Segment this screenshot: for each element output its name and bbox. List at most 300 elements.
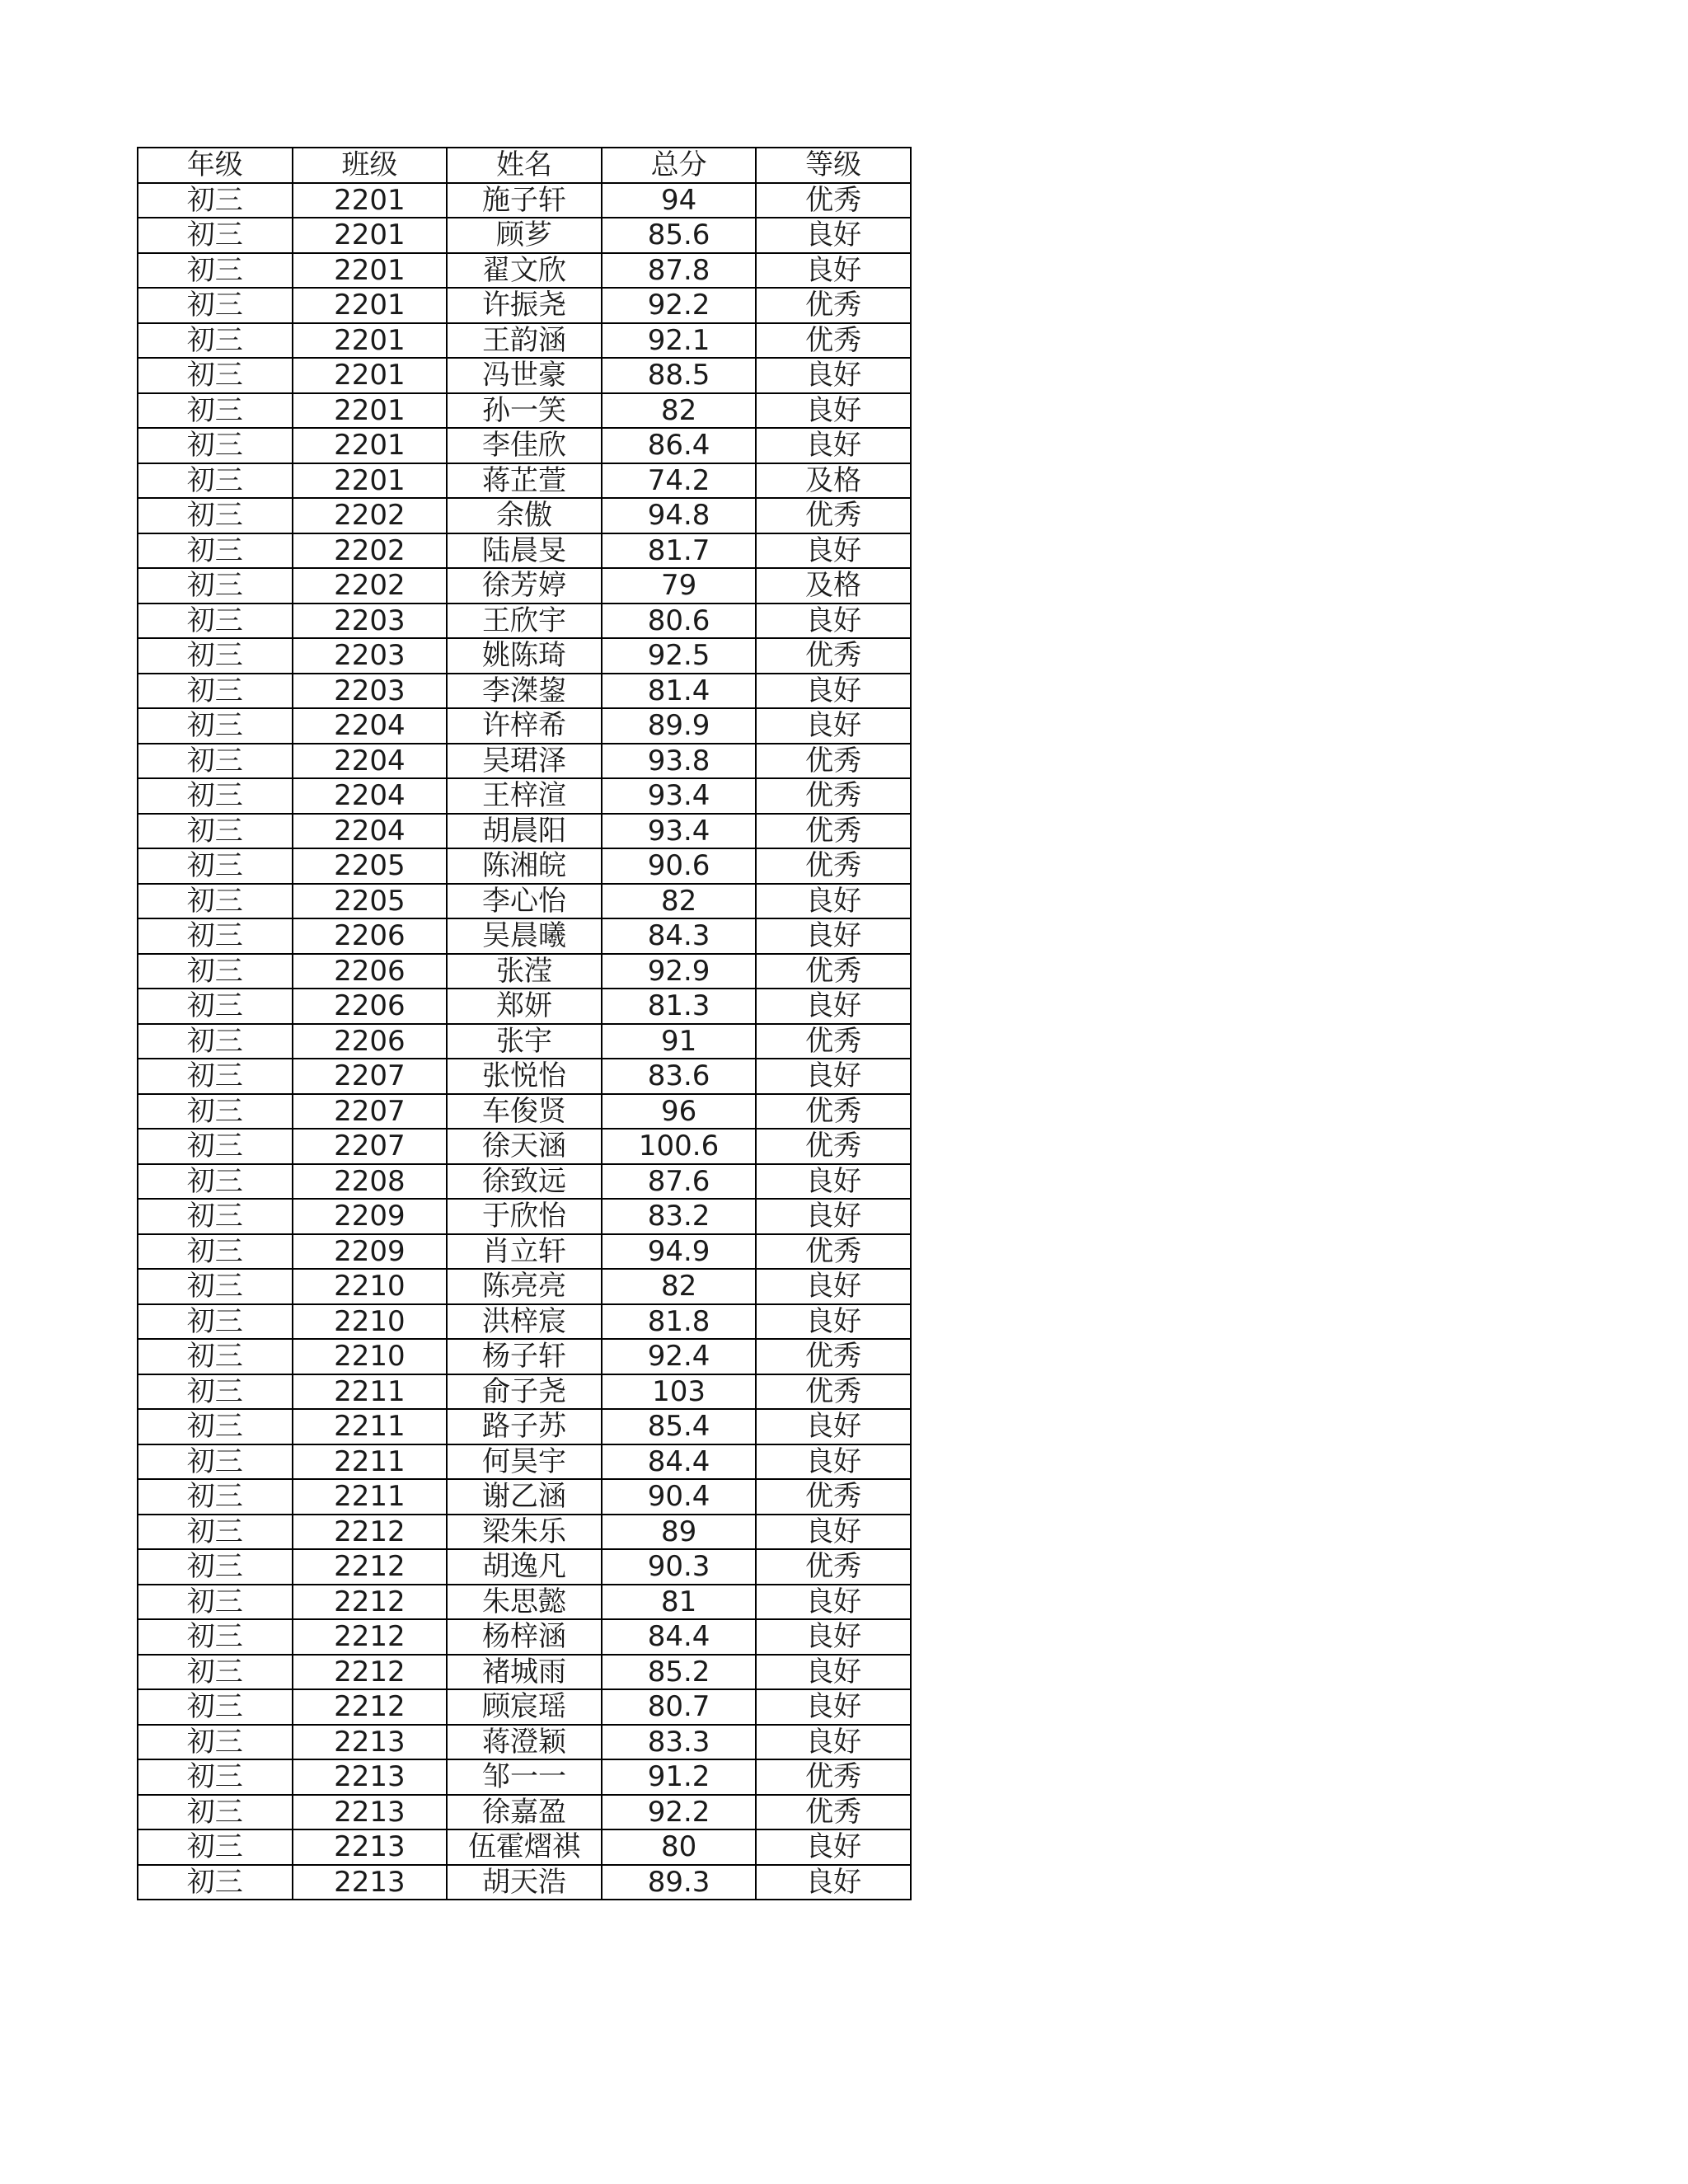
cell-name: 邹一一 xyxy=(447,1759,602,1795)
cell-name: 徐芳婷 xyxy=(447,568,602,604)
cell-grade: 初三 xyxy=(138,1619,293,1655)
cell-class: 2207 xyxy=(293,1129,448,1164)
cell-level: 良好 xyxy=(756,1304,911,1340)
cell-name: 徐致远 xyxy=(447,1164,602,1200)
cell-total-score: 80 xyxy=(602,1829,757,1865)
cell-name: 施子轩 xyxy=(447,183,602,218)
table-row xyxy=(138,498,911,533)
cell-total-score: 91.2 xyxy=(602,1759,757,1795)
cell-name: 郑妍 xyxy=(447,989,602,1024)
cell-grade: 初三 xyxy=(138,533,293,569)
cell-class: 2204 xyxy=(293,744,448,779)
table-row xyxy=(138,393,911,429)
cell-name: 李佳欣 xyxy=(447,428,602,463)
table-row xyxy=(138,989,911,1024)
cell-level: 良好 xyxy=(756,1059,911,1094)
cell-level: 良好 xyxy=(756,1515,911,1550)
cell-class: 2208 xyxy=(293,1164,448,1200)
cell-total-score: 87.6 xyxy=(602,1164,757,1200)
cell-name: 李心怡 xyxy=(447,884,602,919)
cell-name: 陈湘皖 xyxy=(447,848,602,884)
cell-level: 良好 xyxy=(756,1164,911,1200)
cell-level: 优秀 xyxy=(756,1234,911,1270)
cell-level: 优秀 xyxy=(756,954,911,989)
table-row xyxy=(138,1619,911,1655)
cell-level: 良好 xyxy=(756,1829,911,1865)
cell-total-score: 91 xyxy=(602,1024,757,1059)
cell-class: 2204 xyxy=(293,778,448,814)
cell-grade: 初三 xyxy=(138,1409,293,1444)
cell-level: 良好 xyxy=(756,884,911,919)
cell-name: 蒋芷萱 xyxy=(447,463,602,499)
cell-total-score: 85.6 xyxy=(602,218,757,253)
table-row xyxy=(138,568,911,604)
table-header-row xyxy=(138,148,911,183)
table-row xyxy=(138,428,911,463)
cell-total-score: 84.4 xyxy=(602,1444,757,1480)
cell-level: 良好 xyxy=(756,1444,911,1480)
cell-total-score: 81.3 xyxy=(602,989,757,1024)
cell-level: 良好 xyxy=(756,708,911,744)
cell-level: 良好 xyxy=(756,1865,911,1900)
cell-total-score: 87.8 xyxy=(602,253,757,289)
table-row xyxy=(138,1164,911,1200)
cell-class: 2201 xyxy=(293,393,448,429)
table-body xyxy=(138,183,911,1900)
cell-class: 2212 xyxy=(293,1549,448,1585)
cell-class: 2201 xyxy=(293,358,448,393)
cell-name: 杨梓涵 xyxy=(447,1619,602,1655)
cell-grade: 初三 xyxy=(138,1129,293,1164)
cell-grade: 初三 xyxy=(138,323,293,359)
cell-name: 吴晨曦 xyxy=(447,918,602,954)
cell-name: 于欣怡 xyxy=(447,1199,602,1234)
header-grade: 年级 xyxy=(138,148,293,183)
cell-name: 孙一笑 xyxy=(447,393,602,429)
table-row xyxy=(138,1059,911,1094)
cell-level: 良好 xyxy=(756,1199,911,1234)
cell-class: 2212 xyxy=(293,1689,448,1725)
table-row xyxy=(138,463,911,499)
cell-level: 优秀 xyxy=(756,814,911,849)
table-row xyxy=(138,1339,911,1374)
cell-total-score: 100.6 xyxy=(602,1129,757,1164)
cell-grade: 初三 xyxy=(138,1795,293,1830)
table-row xyxy=(138,744,911,779)
cell-name: 褚城雨 xyxy=(447,1655,602,1690)
table-row xyxy=(138,1094,911,1130)
cell-class: 2210 xyxy=(293,1269,448,1304)
cell-total-score: 82 xyxy=(602,393,757,429)
cell-total-score: 92.5 xyxy=(602,638,757,674)
cell-grade: 初三 xyxy=(138,1234,293,1270)
cell-total-score: 84.4 xyxy=(602,1619,757,1655)
cell-name: 吴珺泽 xyxy=(447,744,602,779)
cell-total-score: 92.4 xyxy=(602,1339,757,1374)
cell-name: 何昊宇 xyxy=(447,1444,602,1480)
cell-name: 顾宸瑶 xyxy=(447,1689,602,1725)
cell-grade: 初三 xyxy=(138,1444,293,1480)
table-row xyxy=(138,1269,911,1304)
cell-name: 张滢 xyxy=(447,954,602,989)
cell-total-score: 79 xyxy=(602,568,757,604)
cell-level: 良好 xyxy=(756,1585,911,1620)
cell-class: 2213 xyxy=(293,1795,448,1830)
table-row xyxy=(138,1374,911,1410)
cell-level: 良好 xyxy=(756,918,911,954)
cell-grade: 初三 xyxy=(138,744,293,779)
table-row xyxy=(138,1865,911,1900)
cell-class: 2211 xyxy=(293,1479,448,1515)
cell-grade: 初三 xyxy=(138,358,293,393)
cell-grade: 初三 xyxy=(138,884,293,919)
cell-grade: 初三 xyxy=(138,1094,293,1130)
cell-total-score: 82 xyxy=(602,1269,757,1304)
cell-class: 2206 xyxy=(293,1024,448,1059)
cell-total-score: 92.1 xyxy=(602,323,757,359)
cell-class: 2205 xyxy=(293,848,448,884)
cell-level: 优秀 xyxy=(756,848,911,884)
cell-level: 良好 xyxy=(756,1619,911,1655)
cell-grade: 初三 xyxy=(138,918,293,954)
cell-grade: 初三 xyxy=(138,1479,293,1515)
cell-name: 陆晨旻 xyxy=(447,533,602,569)
table-row xyxy=(138,1689,911,1725)
table-row xyxy=(138,358,911,393)
cell-level: 良好 xyxy=(756,218,911,253)
cell-total-score: 96 xyxy=(602,1094,757,1130)
cell-name: 徐嘉盈 xyxy=(447,1795,602,1830)
cell-total-score: 93.8 xyxy=(602,744,757,779)
header-name: 姓名 xyxy=(447,148,602,183)
table-row xyxy=(138,1585,911,1620)
cell-total-score: 83.6 xyxy=(602,1059,757,1094)
cell-grade: 初三 xyxy=(138,1759,293,1795)
cell-total-score: 85.2 xyxy=(602,1655,757,1690)
cell-total-score: 93.4 xyxy=(602,814,757,849)
table-row xyxy=(138,1549,911,1585)
cell-name: 陈亮亮 xyxy=(447,1269,602,1304)
cell-name: 张悦怡 xyxy=(447,1059,602,1094)
cell-grade: 初三 xyxy=(138,393,293,429)
table-row xyxy=(138,674,911,709)
cell-total-score: 93.4 xyxy=(602,778,757,814)
table-row xyxy=(138,1444,911,1480)
cell-level: 优秀 xyxy=(756,1549,911,1585)
cell-total-score: 81.7 xyxy=(602,533,757,569)
cell-grade: 初三 xyxy=(138,1024,293,1059)
cell-grade: 初三 xyxy=(138,253,293,289)
table-row xyxy=(138,884,911,919)
cell-grade: 初三 xyxy=(138,1829,293,1865)
cell-class: 2203 xyxy=(293,604,448,639)
cell-class: 2211 xyxy=(293,1444,448,1480)
cell-class: 2207 xyxy=(293,1094,448,1130)
cell-grade: 初三 xyxy=(138,1374,293,1410)
cell-grade: 初三 xyxy=(138,568,293,604)
cell-class: 2213 xyxy=(293,1725,448,1760)
cell-total-score: 92.2 xyxy=(602,288,757,323)
cell-level: 良好 xyxy=(756,1655,911,1690)
table-row xyxy=(138,918,911,954)
cell-name: 蒋澄颖 xyxy=(447,1725,602,1760)
cell-grade: 初三 xyxy=(138,428,293,463)
cell-total-score: 92.9 xyxy=(602,954,757,989)
cell-name: 王梓渲 xyxy=(447,778,602,814)
cell-class: 2210 xyxy=(293,1339,448,1374)
cell-name: 徐天涵 xyxy=(447,1129,602,1164)
cell-total-score: 89.3 xyxy=(602,1865,757,1900)
cell-class: 2206 xyxy=(293,954,448,989)
cell-total-score: 103 xyxy=(602,1374,757,1410)
cell-grade: 初三 xyxy=(138,814,293,849)
cell-name: 许梓希 xyxy=(447,708,602,744)
cell-class: 2204 xyxy=(293,814,448,849)
cell-class: 2201 xyxy=(293,463,448,499)
cell-total-score: 89.9 xyxy=(602,708,757,744)
cell-level: 优秀 xyxy=(756,1094,911,1130)
cell-level: 良好 xyxy=(756,1409,911,1444)
cell-class: 2210 xyxy=(293,1304,448,1340)
table-row xyxy=(138,1479,911,1515)
cell-grade: 初三 xyxy=(138,638,293,674)
table-row xyxy=(138,1199,911,1234)
cell-class: 2201 xyxy=(293,218,448,253)
cell-grade: 初三 xyxy=(138,1865,293,1900)
cell-level: 良好 xyxy=(756,358,911,393)
table-row xyxy=(138,323,911,359)
cell-total-score: 82 xyxy=(602,884,757,919)
cell-level: 优秀 xyxy=(756,1374,911,1410)
cell-level: 良好 xyxy=(756,393,911,429)
cell-grade: 初三 xyxy=(138,1689,293,1725)
cell-class: 2201 xyxy=(293,253,448,289)
cell-total-score: 74.2 xyxy=(602,463,757,499)
cell-class: 2201 xyxy=(293,323,448,359)
cell-name: 路子苏 xyxy=(447,1409,602,1444)
cell-level: 良好 xyxy=(756,1689,911,1725)
cell-total-score: 94.9 xyxy=(602,1234,757,1270)
table-row xyxy=(138,778,911,814)
cell-class: 2201 xyxy=(293,183,448,218)
cell-name: 洪梓宸 xyxy=(447,1304,602,1340)
cell-class: 2207 xyxy=(293,1059,448,1094)
cell-name: 胡晨阳 xyxy=(447,814,602,849)
cell-name: 俞子尧 xyxy=(447,1374,602,1410)
header-level: 等级 xyxy=(756,148,911,183)
table-row xyxy=(138,183,911,218)
cell-total-score: 81.4 xyxy=(602,674,757,709)
cell-grade: 初三 xyxy=(138,708,293,744)
cell-grade: 初三 xyxy=(138,1269,293,1304)
cell-class: 2213 xyxy=(293,1829,448,1865)
table-row xyxy=(138,533,911,569)
cell-name: 车俊贤 xyxy=(447,1094,602,1130)
cell-level: 优秀 xyxy=(756,1024,911,1059)
cell-grade: 初三 xyxy=(138,778,293,814)
cell-grade: 初三 xyxy=(138,1725,293,1760)
cell-name: 肖立轩 xyxy=(447,1234,602,1270)
cell-name: 姚陈琦 xyxy=(447,638,602,674)
cell-class: 2213 xyxy=(293,1759,448,1795)
cell-name: 王韵涵 xyxy=(447,323,602,359)
cell-level: 优秀 xyxy=(756,1339,911,1374)
table-row xyxy=(138,1409,911,1444)
cell-grade: 初三 xyxy=(138,954,293,989)
cell-level: 优秀 xyxy=(756,183,911,218)
table-row xyxy=(138,288,911,323)
cell-name: 余傲 xyxy=(447,498,602,533)
cell-class: 2202 xyxy=(293,498,448,533)
score-table xyxy=(137,147,912,1900)
cell-grade: 初三 xyxy=(138,1585,293,1620)
cell-name: 谢乙涵 xyxy=(447,1479,602,1515)
cell-class: 2201 xyxy=(293,288,448,323)
cell-total-score: 94 xyxy=(602,183,757,218)
cell-class: 2209 xyxy=(293,1199,448,1234)
cell-total-score: 90.3 xyxy=(602,1549,757,1585)
table-row xyxy=(138,604,911,639)
cell-total-score: 83.2 xyxy=(602,1199,757,1234)
cell-level: 良好 xyxy=(756,1269,911,1304)
table-row xyxy=(138,1515,911,1550)
cell-name: 杨子轩 xyxy=(447,1339,602,1374)
cell-grade: 初三 xyxy=(138,1059,293,1094)
table-row xyxy=(138,954,911,989)
cell-class: 2211 xyxy=(293,1374,448,1410)
cell-grade: 初三 xyxy=(138,848,293,884)
cell-level: 及格 xyxy=(756,463,911,499)
cell-total-score: 90.6 xyxy=(602,848,757,884)
cell-grade: 初三 xyxy=(138,989,293,1024)
table-row xyxy=(138,1759,911,1795)
table-row xyxy=(138,638,911,674)
table-row xyxy=(138,814,911,849)
cell-total-score: 83.3 xyxy=(602,1725,757,1760)
table-row xyxy=(138,1655,911,1690)
cell-class: 2202 xyxy=(293,533,448,569)
cell-total-score: 81 xyxy=(602,1585,757,1620)
table-row xyxy=(138,1234,911,1270)
table-row xyxy=(138,848,911,884)
cell-grade: 初三 xyxy=(138,1655,293,1690)
cell-grade: 初三 xyxy=(138,218,293,253)
header-total-score: 总分 xyxy=(602,148,757,183)
cell-class: 2212 xyxy=(293,1619,448,1655)
cell-name: 胡天浩 xyxy=(447,1865,602,1900)
cell-level: 良好 xyxy=(756,674,911,709)
table-row xyxy=(138,1725,911,1760)
cell-level: 及格 xyxy=(756,568,911,604)
cell-grade: 初三 xyxy=(138,1304,293,1340)
table-row xyxy=(138,253,911,289)
cell-level: 良好 xyxy=(756,989,911,1024)
cell-grade: 初三 xyxy=(138,1164,293,1200)
cell-class: 2204 xyxy=(293,708,448,744)
cell-total-score: 86.4 xyxy=(602,428,757,463)
cell-grade: 初三 xyxy=(138,183,293,218)
cell-total-score: 84.3 xyxy=(602,918,757,954)
cell-class: 2203 xyxy=(293,674,448,709)
table-row xyxy=(138,1829,911,1865)
cell-level: 优秀 xyxy=(756,1479,911,1515)
cell-name: 王欣宇 xyxy=(447,604,602,639)
cell-grade: 初三 xyxy=(138,288,293,323)
cell-grade: 初三 xyxy=(138,674,293,709)
cell-level: 优秀 xyxy=(756,323,911,359)
cell-grade: 初三 xyxy=(138,1549,293,1585)
cell-name: 张宇 xyxy=(447,1024,602,1059)
cell-total-score: 88.5 xyxy=(602,358,757,393)
cell-name: 翟文欣 xyxy=(447,253,602,289)
cell-level: 良好 xyxy=(756,1725,911,1760)
cell-name: 顾芗 xyxy=(447,218,602,253)
cell-name: 胡逸凡 xyxy=(447,1549,602,1585)
cell-grade: 初三 xyxy=(138,498,293,533)
cell-class: 2206 xyxy=(293,989,448,1024)
table-row xyxy=(138,1304,911,1340)
cell-total-score: 90.4 xyxy=(602,1479,757,1515)
cell-name: 梁朱乐 xyxy=(447,1515,602,1550)
cell-grade: 初三 xyxy=(138,1515,293,1550)
cell-class: 2209 xyxy=(293,1234,448,1270)
cell-total-score: 80.7 xyxy=(602,1689,757,1725)
cell-level: 良好 xyxy=(756,533,911,569)
cell-name: 李滐鋆 xyxy=(447,674,602,709)
cell-level: 良好 xyxy=(756,428,911,463)
cell-grade: 初三 xyxy=(138,604,293,639)
cell-level: 优秀 xyxy=(756,498,911,533)
cell-name: 冯世豪 xyxy=(447,358,602,393)
table-row xyxy=(138,1129,911,1164)
cell-class: 2202 xyxy=(293,568,448,604)
cell-level: 良好 xyxy=(756,604,911,639)
cell-class: 2213 xyxy=(293,1865,448,1900)
cell-level: 良好 xyxy=(756,253,911,289)
cell-grade: 初三 xyxy=(138,1199,293,1234)
cell-grade: 初三 xyxy=(138,1339,293,1374)
cell-class: 2203 xyxy=(293,638,448,674)
cell-class: 2212 xyxy=(293,1585,448,1620)
cell-total-score: 89 xyxy=(602,1515,757,1550)
cell-name: 朱思懿 xyxy=(447,1585,602,1620)
cell-class: 2212 xyxy=(293,1655,448,1690)
cell-level: 优秀 xyxy=(756,1795,911,1830)
cell-level: 优秀 xyxy=(756,638,911,674)
cell-grade: 初三 xyxy=(138,463,293,499)
cell-class: 2206 xyxy=(293,918,448,954)
cell-class: 2212 xyxy=(293,1515,448,1550)
cell-name: 伍霍熠祺 xyxy=(447,1829,602,1865)
table-row xyxy=(138,708,911,744)
cell-class: 2205 xyxy=(293,884,448,919)
header-class: 班级 xyxy=(293,148,448,183)
cell-total-score: 94.8 xyxy=(602,498,757,533)
cell-level: 优秀 xyxy=(756,288,911,323)
cell-level: 优秀 xyxy=(756,744,911,779)
cell-level: 优秀 xyxy=(756,1129,911,1164)
cell-total-score: 85.4 xyxy=(602,1409,757,1444)
cell-class: 2201 xyxy=(293,428,448,463)
table-row xyxy=(138,218,911,253)
cell-level: 优秀 xyxy=(756,1759,911,1795)
cell-name: 许振尧 xyxy=(447,288,602,323)
cell-total-score: 80.6 xyxy=(602,604,757,639)
cell-total-score: 92.2 xyxy=(602,1795,757,1830)
cell-level: 优秀 xyxy=(756,778,911,814)
table-row xyxy=(138,1795,911,1830)
table-row xyxy=(138,1024,911,1059)
